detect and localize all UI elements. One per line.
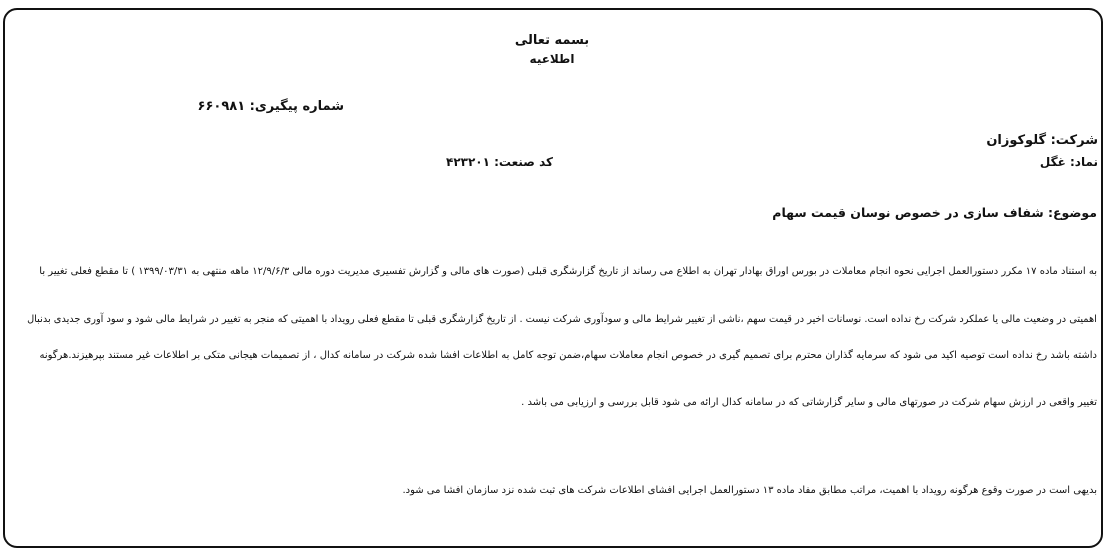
company-symbol: نماد: غگل <box>1039 155 1098 169</box>
tracking-number: شماره پیگیری: ۶۶۰۹۸۱ <box>197 99 344 114</box>
body-line-2: اهمیتی در وضعیت مالی یا عملکرد شرکت رخ نداده است. نوسانات اخیر در قیمت سهم ،ناشی از تغییر شرایط مالی و سودآوری شرکت نیست . از تاریخ گزارشگری قبلی تا مقطع فعلی رویداد با اهمیتی که منجر به تغییر در شرایط مالی شود و سود آوری جدیدی بدنبال <box>27 314 1097 325</box>
subject-line: موضوع: شفاف سازی در خصوص نوسان قیمت سهام <box>772 205 1097 220</box>
body-line-4: تغییر واقعی در ارزش سهام شرکت در صورتهای مالی و سایر گزارشاتی که در سامانه کدال ارائه می شود قابل بررسی و ارزیابی می باشد . <box>521 397 1097 408</box>
body-line-3: داشته باشد رخ نداده است توصیه اکید می شود که سرمایه گذاران محترم برای تصمیم گیری در خصوص انجام معاملات سهام،ضمن توجه کامل به اطلاعات افشا شده شرکت در سامانه کدال ، از تصمیمات هیجانی متکی بر اطلاعات غیر مستند بپرهیزند.هرگونه <box>39 350 1097 361</box>
body-line-1: به استناد ماده ۱۷ مکرر دستورالعمل اجرایی نحوه انجام معاملات در بورس اوراق بهادار تهران به اطلاع می رساند از تاریخ گزارشگری قبلی (صورت های مالی و گزارش تفسیری مدیریت دوره مالی ۱۲/۹/۶/۳ ماهه منتهی به ۱۳۹۹/۰۳/۳۱ ) تا مقطع فعلی تغییر با <box>39 266 1097 277</box>
body-line-5: بدیهی است در صورت وقوع هرگونه رویداد با اهمیت، مراتب مطابق مفاد ماده ۱۳ دستورالعمل اجرایی افشای اطلاعات شرکت های ثبت شده نزد سازمان افشا می شود. <box>402 485 1097 496</box>
basmala-heading: بسمه تعالی <box>514 33 590 48</box>
notice-title: اطلاعیه <box>529 52 575 66</box>
notice-frame <box>3 8 1103 548</box>
industry-code: کد صنعت: ۴۲۳۲۰۱ <box>446 155 553 169</box>
company-name: شرکت: گلوکوزان <box>986 133 1098 148</box>
